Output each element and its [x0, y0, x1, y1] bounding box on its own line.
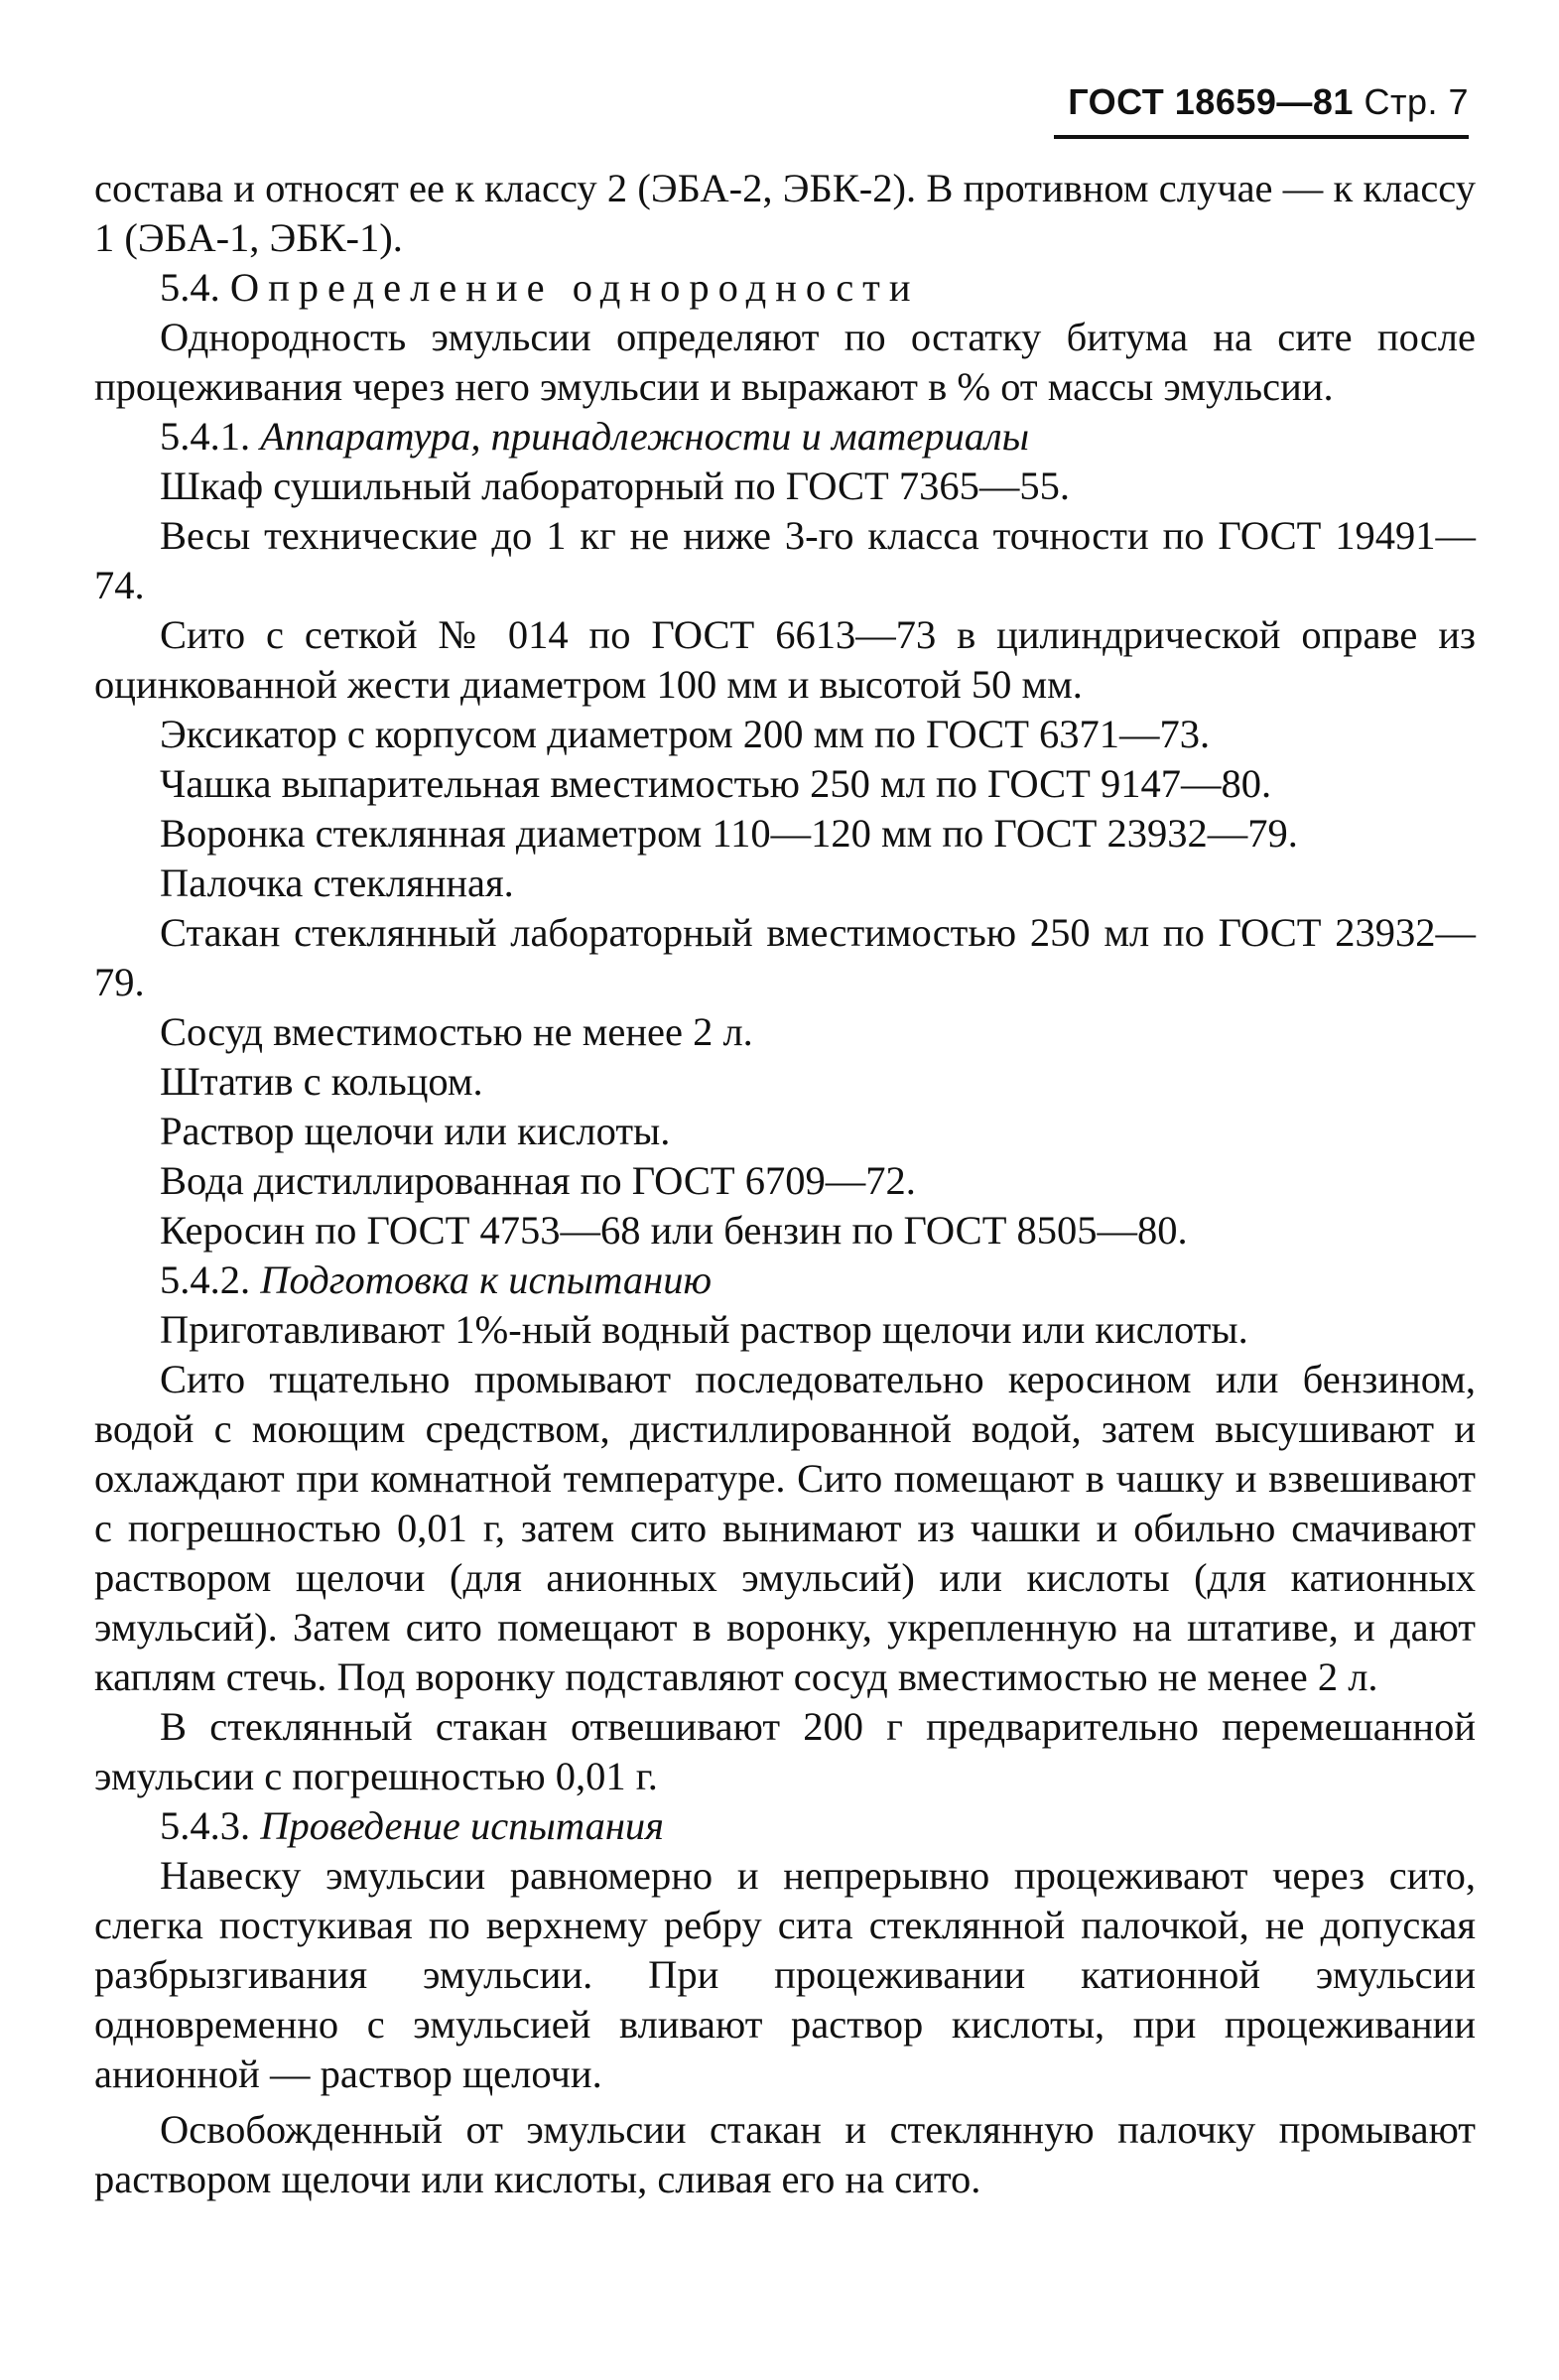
subsection-heading-5-4-2	[94, 1256, 1476, 1305]
subsection-title: Проведение испытания	[260, 1803, 665, 1848]
subsection-title: Подготовка к испытанию	[260, 1257, 713, 1302]
paragraph: В стеклянный стакан отвешивают 200 г предварительно перемешанной эмульсии с погрешностью 0,01 г.	[94, 1704, 1476, 1798]
page-number: Стр. 7	[1364, 81, 1469, 122]
list-item-equipment: Стакан стеклянный лабораторный вместимостью 250 мл по ГОСТ 23932—79.	[94, 910, 1476, 1004]
section-title: Определение однородности	[229, 265, 920, 310]
subsection-number: 5.4.1.	[160, 414, 251, 459]
list-item-equipment: Раствор щелочи или кислоты.	[160, 1109, 671, 1153]
page-body	[94, 164, 1476, 2204]
running-header	[992, 81, 1469, 123]
paragraph: Навеску эмульсии равномерно и непрерывно процеживают через сито, слегка постукивая по верхнему ребру сита стеклянной палочкой, не допуская разбрызгивания эмульсии. При процеживании катионной эмульсии одновременно с эмульсией вливают раствор кислоты, при процеживании анионной — раствор щелочи.	[94, 1853, 1476, 2096]
list-item-equipment: Штатив с кольцом.	[160, 1059, 483, 1104]
section-number: 5.4.	[160, 265, 220, 310]
list-item-equipment: Палочка стеклянная.	[160, 860, 514, 905]
paragraph: Однородность эмульсии определяют по остатку битума на сите после процеживания через него эмульсии и выражают в % от массы эмульсии.	[94, 315, 1476, 409]
list-item-equipment: Эксикатор с корпусом диаметром 200 мм по ГОСТ 6371—73.	[160, 712, 1211, 756]
list-item-equipment: Керосин по ГОСТ 4753—68 или бензин по ГОСТ 8505—80.	[160, 1208, 1188, 1253]
subsection-number: 5.4.2.	[160, 1257, 251, 1302]
subsection-heading-5-4-3	[94, 1801, 1476, 1851]
list-item-equipment: Воронка стеклянная диаметром 110—120 мм по ГОСТ 23932—79.	[160, 811, 1298, 856]
header-rule	[1054, 135, 1469, 139]
paragraph: Освобожденный от эмульсии стакан и стеклянную палочку промывают раствором щелочи или кислоты, сливая его на сито.	[94, 2107, 1476, 2201]
paragraph: Сито тщательно промывают последовательно керосином или бензином, водой с моющим средством, дистиллированной водой, затем высушивают и охлаждают при комнатной температуре. Сито помещают в чашку и взвешивают с погрешностью 0,01 г, затем сито вынимают из чашки и обильно смачивают раствором щелочи (для анионных эмульсий) или кислоты (для катионных эмульсий). Затем сито помещают в воронку, укрепленную на штативе, и дают каплям стечь. Под воронку подставляют сосуд вместимостью не менее 2 л.	[94, 1357, 1476, 1699]
list-item-equipment: Шкаф сушильный лабораторный по ГОСТ 7365—55.	[160, 463, 1070, 508]
list-item-equipment: Весы технические до 1 кг не ниже 3-го класса точности по ГОСТ 19491—74.	[94, 513, 1476, 607]
subsection-title: Аппаратура, принадлежности и материалы	[260, 414, 1030, 459]
list-item-equipment: Сито с сеткой № 014 по ГОСТ 6613—73 в цилиндрической оправе из оцинкованной жести диаметром 100 мм и высотой 50 мм.	[94, 612, 1476, 707]
subsection-number: 5.4.3.	[160, 1803, 251, 1848]
subsection-heading-5-4-1	[94, 412, 1476, 462]
paragraph: Приготавливают 1%-ный водный раствор щелочи или кислоты.	[160, 1307, 1248, 1352]
list-item-equipment: Сосуд вместимостью не менее 2 л.	[160, 1009, 753, 1054]
list-item-equipment: Вода дистиллированная по ГОСТ 6709—72.	[160, 1158, 916, 1203]
list-item-equipment: Чашка выпарительная вместимостью 250 мл по ГОСТ 9147—80.	[160, 761, 1272, 806]
gost-number: ГОСТ 18659—81	[1068, 81, 1354, 122]
section-heading-5-4	[94, 263, 1476, 313]
paragraph-continuation: состава и относят ее к классу 2 (ЭБА-2, ЭБК-2). В противном случае — к классу 1 (ЭБА-1, ЭБК-1).	[94, 166, 1476, 260]
